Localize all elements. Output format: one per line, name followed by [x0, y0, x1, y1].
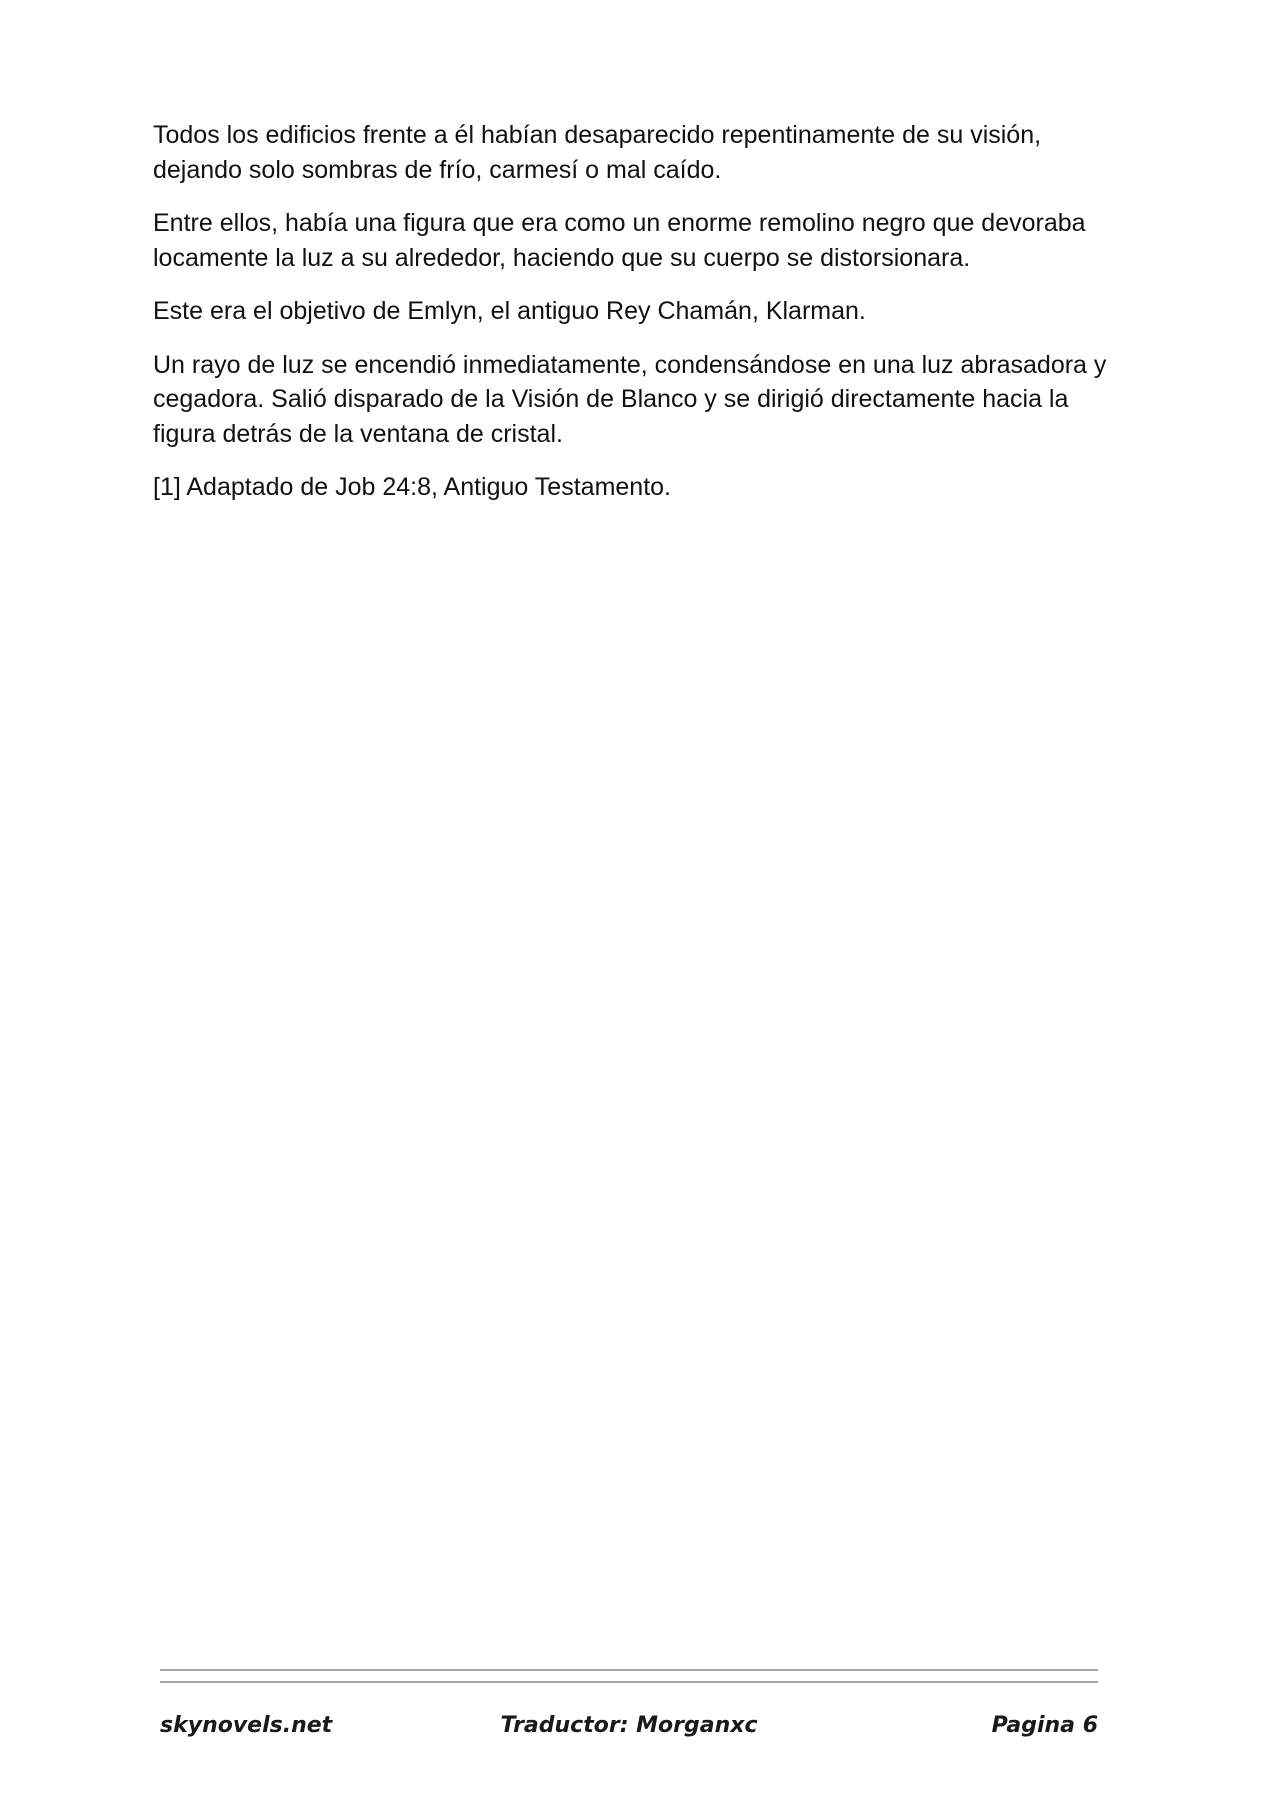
paragraph-3: Este era el objetivo de Emlyn, el antiguo Rey Chamán, Klarman.	[153, 297, 866, 325]
paragraph-4: Un rayo de luz se encendió inmediatamente, condensándose en una luz abrasadora y cegadora. Salió disparado de la Visión de Blanco y se dirigió directamente hacia la figura detrás de la ventana de cristal.	[153, 350, 1107, 448]
footer-divider-bottom	[160, 1681, 1098, 1683]
paragraph-1: Todos los edificios frente a él habían desaparecido repentinamente de su visión, dejando solo sombras de frío, carmesí o mal caído.	[153, 121, 1042, 184]
footer-site: skynovels.net	[160, 1713, 333, 1738]
footnote: [1] Adaptado de Job 24:8, Antiguo Testamento.	[153, 473, 671, 501]
page-footer	[160, 1713, 1098, 1747]
paragraph-2: Entre ellos, había una figura que era como un enorme remolino negro que devoraba locamente la luz a su alrededor, haciendo que su cuerpo se distorsionara.	[153, 209, 1086, 272]
document-body	[153, 118, 1113, 524]
footer-translator: Traductor: Morganxc	[500, 1713, 758, 1738]
footer-page-number: Pagina 6	[991, 1713, 1098, 1738]
footer-divider-top	[160, 1669, 1098, 1671]
